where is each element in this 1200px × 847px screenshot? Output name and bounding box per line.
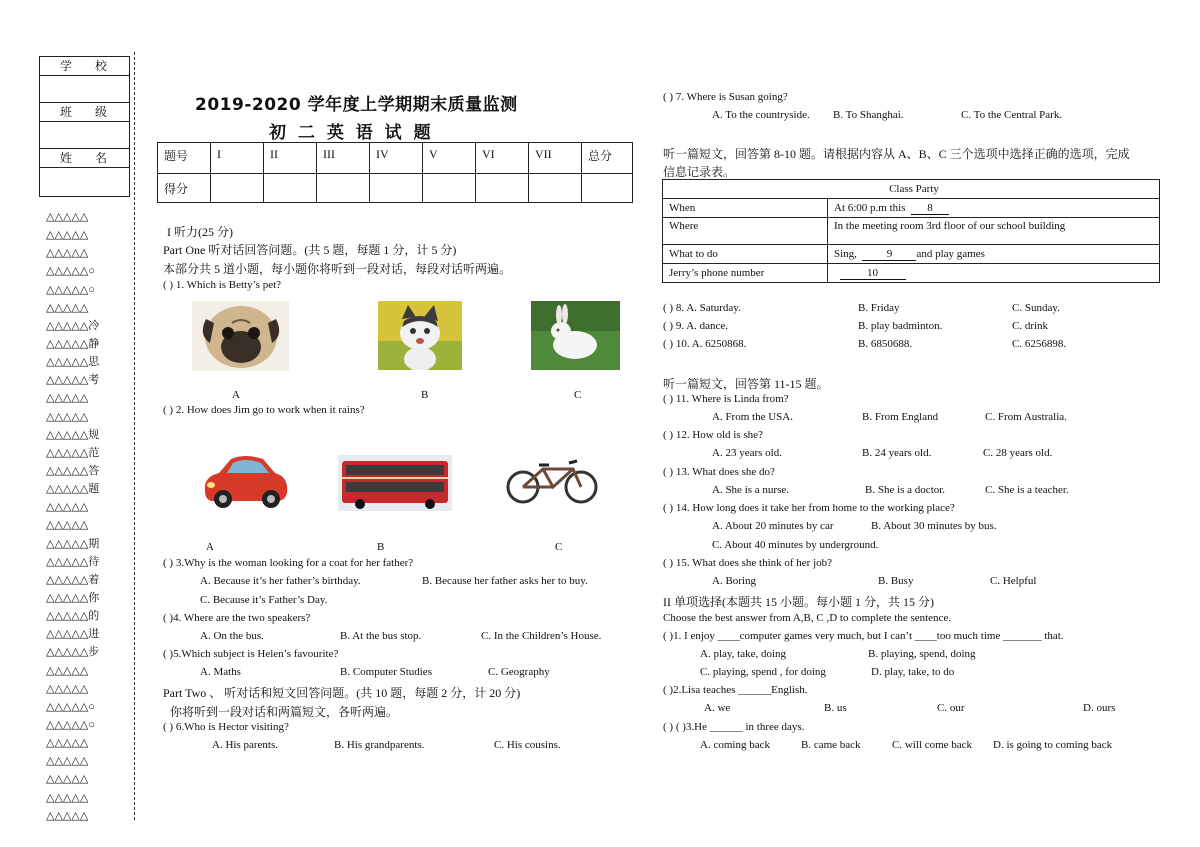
binding-mark-line: △△△△△○	[46, 265, 95, 278]
class-label: 班 级	[40, 103, 129, 122]
answer-option: B. us	[824, 702, 847, 714]
score-cell[interactable]	[211, 174, 264, 203]
answer-option: A. His parents.	[212, 739, 278, 751]
school-label: 学 校	[40, 57, 129, 76]
option-label: A	[206, 541, 214, 553]
section-listening-heading: I 听力(25 分)	[167, 225, 233, 239]
answer-option: B. Because her father asks her to buy.	[422, 575, 588, 587]
name-label: 姓 名	[40, 149, 129, 168]
question-5: ( )5.Which subject is Helen’s favourite?	[163, 648, 339, 660]
score-cell[interactable]	[476, 174, 529, 203]
blank-8[interactable]: 8	[911, 202, 949, 215]
binding-mark-line: △△△△△	[46, 392, 89, 405]
binding-mark-line: △△△△△静	[46, 337, 100, 350]
answer-option: D. play, take, to do	[871, 666, 955, 678]
section-choice-note: Choose the best answer from A,B, C ,D to complete the sentence.	[663, 612, 952, 624]
question-14: ( ) 14. How long does it take her from home to the working place?	[663, 502, 955, 514]
question-4: ( )4. Where are the two speakers?	[163, 612, 311, 624]
answer-option: B. At the bus stop.	[340, 630, 422, 642]
class-field[interactable]	[40, 122, 129, 149]
binding-mark-line: △△△△△○	[46, 718, 95, 731]
answer-option: B. Computer Studies	[340, 666, 432, 678]
answer-option: C. From Australia.	[985, 411, 1067, 423]
option-label: B	[421, 389, 429, 401]
choice-question-3: ( ) ( )3.He ______ in three days.	[663, 721, 805, 733]
score-cell[interactable]	[582, 174, 633, 203]
binding-mark-line: △△△△△着	[46, 573, 100, 586]
party-where-value: In the meeting room 3rd floor of our school building	[828, 218, 1160, 245]
binding-mark-line: △△△△△○	[46, 700, 95, 713]
option-label: C	[555, 541, 563, 553]
party-what-post: and play games	[916, 247, 985, 260]
party-what-pre: Sing,	[834, 247, 857, 260]
binding-mark-line: △△△△△	[46, 410, 89, 423]
score-header-cell: 总分	[582, 143, 633, 174]
binding-mark-line: △△△△△	[46, 501, 89, 514]
answer-option: C. She is a teacher.	[985, 484, 1069, 496]
binding-mark-line: △△△△△范	[46, 446, 100, 459]
part-two-heading: Part Two 、 听对话和短文回答问题。(共 10 题，每题 2 分，计 20 分)	[163, 686, 521, 700]
binding-mark-line: △△△△△步	[46, 646, 100, 659]
answer-option: A. From the USA.	[712, 411, 793, 423]
question-12: ( ) 12. How old is she?	[663, 429, 763, 441]
score-header-cell: V	[423, 143, 476, 174]
score-row-label: 得分	[158, 174, 211, 203]
school-field[interactable]	[40, 76, 129, 103]
bicycle-image	[503, 455, 600, 505]
answer-option: C. About 40 minutes by underground.	[712, 539, 879, 551]
binding-mark-line: △△△△△	[46, 755, 89, 768]
score-header-cell: 题号	[158, 143, 211, 174]
party-where-label: Where	[663, 218, 828, 245]
answer-option: C. Helpful	[990, 575, 1037, 587]
answer-option: C. Sunday.	[1012, 302, 1060, 314]
binding-mark-line: △△△△△	[46, 682, 89, 695]
name-field[interactable]	[40, 168, 129, 196]
binding-mark-line: △△△△△	[46, 211, 89, 223]
answer-option: C. our	[937, 702, 965, 714]
question-15: ( ) 15. What does she think of her job?	[663, 557, 833, 569]
binding-mark-line: △△△△△考	[46, 374, 100, 387]
answer-option: B. To Shanghai.	[833, 109, 904, 121]
question-3: ( ) 3.Why is the woman looking for a coat for her father?	[163, 557, 414, 569]
answer-option: B. From England	[862, 411, 939, 423]
question-13: ( ) 13. What does she do?	[663, 466, 775, 478]
answer-option: C. will come back	[892, 739, 973, 751]
answer-option: A. coming back	[700, 739, 770, 751]
answer-option: D. ours	[1083, 702, 1116, 714]
passage-2-instruction: 听一篇短文，回答第 11-15 题。	[663, 377, 829, 391]
choice-question-1: ( )1. I enjoy ____computer games very much, but I can’t ____too much time _______ that.	[663, 630, 1064, 642]
answer-option: B. came back	[801, 739, 861, 751]
party-what-value	[828, 245, 1160, 264]
answer-option: B. play badminton.	[858, 320, 943, 332]
question-1: ( ) 1. Which is Betty’s pet?	[163, 279, 282, 291]
answer-option: A. play, take, doing	[700, 648, 787, 660]
binding-mark-line: △△△△△思	[46, 356, 100, 369]
binding-mark-line: △△△△△	[46, 773, 89, 786]
binding-mark-line: △△△△△	[46, 737, 89, 750]
answer-option: B. Busy	[878, 575, 914, 587]
score-header-cell: I	[211, 143, 264, 174]
answer-option: C. drink	[1012, 320, 1049, 332]
party-when-text: At 6:00 p.m this	[834, 201, 906, 214]
binding-mark-line: △△△△△	[46, 519, 89, 532]
part-two-note: 你将听到一段对话和两篇短文，各听两遍。	[170, 705, 399, 719]
binding-mark-line: △△△△△的	[46, 610, 100, 623]
answer-option: A. About 20 minutes by car	[712, 520, 834, 532]
question-2: ( ) 2. How does Jim go to work when it rains?	[163, 404, 365, 416]
score-table	[157, 142, 633, 203]
binding-mark-line: △△△△△冷	[46, 319, 100, 332]
binding-mark-line: △△△△△答	[46, 464, 100, 477]
answer-option: B. Friday	[858, 302, 900, 314]
binding-mark-line: △△△△△待	[46, 555, 100, 568]
section-choice-heading: II 单项选择(本题共 15 小题。每小题 1 分，共 15 分)	[663, 595, 934, 609]
binding-mark-line: △△△△△进	[46, 628, 100, 641]
part-one-heading: Part One 听对话回答问题。(共 5 题，每题 1 分，计 5 分)	[163, 243, 457, 257]
answer-option: B. His grandparents.	[334, 739, 425, 751]
score-header-cell: VI	[476, 143, 529, 174]
answer-option: A. She is a nurse.	[712, 484, 789, 496]
party-phone-value	[828, 264, 1160, 283]
score-cell[interactable]	[317, 174, 370, 203]
bus-image	[338, 455, 452, 511]
binding-mark-line: △△△△△你	[46, 591, 100, 604]
score-header-cell: IV	[370, 143, 423, 174]
score-header-cell: II	[264, 143, 317, 174]
score-cell[interactable]	[423, 174, 476, 203]
answer-option: A. 23 years old.	[712, 447, 782, 459]
score-header-cell: VII	[529, 143, 582, 174]
binding-mark-line: △△△△△	[46, 247, 89, 260]
answer-option: C. Geography	[488, 666, 550, 678]
binding-cut-line	[134, 52, 135, 820]
party-phone-label: Jerry’s phone number	[663, 264, 828, 283]
party-when-label: When	[663, 199, 828, 218]
answer-option: A. On the bus.	[200, 630, 264, 642]
binding-mark-line: △△△△△规	[46, 428, 100, 441]
option-label: B	[377, 541, 385, 553]
question-8: ( ) 8. A. Saturday.	[663, 302, 741, 314]
passage-1-instruction: 听一篇短文，回答第 8-10 题。请根据内容从 A、B、C 三个选项中选择正确的选项，完成	[663, 147, 1130, 161]
question-9: ( ) 9. A. dance.	[663, 320, 729, 332]
party-table-title: Class Party	[663, 180, 1160, 199]
score-cell[interactable]	[370, 174, 423, 203]
binding-mark-line: △△△△△	[46, 791, 89, 804]
answer-option: A. Maths	[200, 666, 241, 678]
binding-mark-line: △△△△△题	[46, 483, 100, 496]
answer-option: A. Because it’s her father’s birthday.	[200, 575, 361, 587]
answer-option: A. Boring	[712, 575, 756, 587]
blank-9[interactable]: 9	[862, 248, 916, 261]
pug-dog-image	[192, 301, 289, 371]
question-6: ( ) 6.Who is Hector visiting?	[163, 721, 289, 733]
option-label: C	[574, 389, 582, 401]
answer-option: B. About 30 minutes by bus.	[871, 520, 997, 532]
answer-option: B. She is a doctor.	[865, 484, 946, 496]
part-one-note: 本部分共 5 道小题，每小题你将听到一段对话，每段对话听两遍。	[163, 262, 512, 276]
answer-option: B. 24 years old.	[862, 447, 932, 459]
class-party-table	[662, 179, 1160, 283]
car-image	[199, 447, 291, 513]
binding-mark-line: △△△△△期	[46, 537, 100, 550]
party-when-value	[828, 199, 1160, 218]
exam-subtitle: 初 二 英 语 试 题	[269, 123, 434, 143]
option-label: A	[232, 389, 240, 401]
answer-option: C. To the Central Park.	[961, 109, 1063, 121]
answer-option: C. 28 years old.	[983, 447, 1053, 459]
answer-option: D. is going to coming back	[993, 739, 1113, 751]
score-header-cell: III	[317, 143, 370, 174]
answer-option: A. To the countryside.	[712, 109, 810, 121]
rabbit-image	[531, 301, 620, 370]
binding-mark-line: △△△△△	[46, 664, 89, 677]
student-info-box	[39, 56, 130, 197]
question-7: ( ) 7. Where is Susan going?	[663, 91, 788, 103]
answer-option: B. playing, spend, doing	[868, 648, 976, 660]
blank-10[interactable]: 10	[840, 267, 906, 280]
answer-option: C. Because it’s Father’s Day.	[200, 594, 328, 606]
party-what-label: What to do	[663, 245, 828, 264]
score-cell[interactable]	[264, 174, 317, 203]
answer-option: A. we	[704, 702, 731, 714]
binding-mark-line: △△△△△	[46, 809, 89, 822]
choice-question-2: ( )2.Lisa teaches ______English.	[663, 684, 808, 696]
binding-mark-line: △△△△△	[46, 301, 89, 314]
binding-mark-line: △△△△△	[46, 229, 89, 242]
exam-title: 2019-2020 学年度上学期期末质量监测	[195, 95, 518, 115]
answer-option: C. 6256898.	[1012, 338, 1067, 350]
cat-image	[378, 301, 462, 370]
binding-mark-line: △△△△△○	[46, 283, 95, 296]
score-cell[interactable]	[529, 174, 582, 203]
passage-1-instruction-cont: 信息记录表。	[663, 165, 736, 179]
answer-option: C. His cousins.	[494, 739, 561, 751]
binding-marks	[46, 208, 131, 825]
question-11: ( ) 11. Where is Linda from?	[663, 393, 789, 405]
answer-option: B. 6850688.	[858, 338, 913, 350]
answer-option: C. playing, spend , for doing	[700, 666, 826, 678]
question-10: ( ) 10. A. 6250868.	[663, 338, 747, 350]
answer-option: C. In the Children’s House.	[481, 630, 602, 642]
